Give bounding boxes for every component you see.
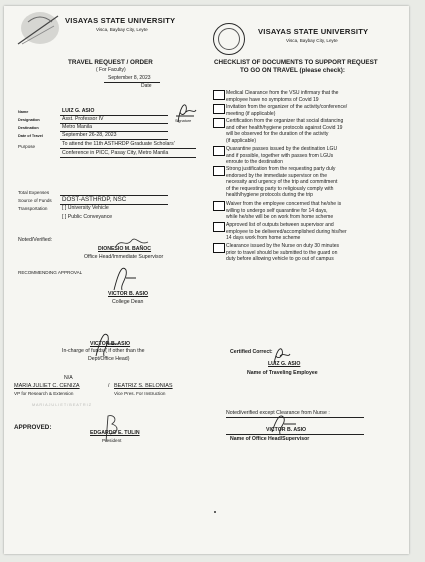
checkbox-waiver[interactable] — [213, 201, 225, 211]
noted-verified-nurse-label: Noted/verified except Clearance from Nurse : — [226, 410, 330, 416]
vp-instruction-name: BEATRIZ S. BELONIAS — [114, 383, 173, 389]
signature-label: Signature — [175, 119, 192, 123]
left-header-logo — [14, 8, 62, 48]
source-of-funds-value: DOST-ASTHRDP, NSC — [62, 196, 127, 203]
purpose-value-line-1: To attend the 11th ASTHRDP Graduate Scholars' — [62, 141, 175, 147]
fund-head-name: VICTOR B. ASIO — [90, 341, 131, 347]
noted-verified-label: Noted/Verified: — [18, 237, 53, 243]
request-date-label: Date — [141, 83, 152, 89]
dean-signature — [108, 260, 142, 294]
right-university-name: VISAYAS STATE UNIVERSITY — [258, 27, 369, 36]
office-head-name: VICTOR B. ASIO — [266, 427, 307, 433]
dean-title: College Dean — [112, 299, 144, 305]
vp-slash: / — [108, 383, 110, 389]
checklist-item-waiver: Waiver from the employee concerned that he/she is willing to undergo self quarantine for 14 days, while he/she will be on work from home scheme — [226, 201, 342, 221]
supervisor-title: Office Head/Immediate Supervisor — [84, 254, 164, 260]
stray-dot — [214, 511, 216, 513]
travel-request-title: TRAVEL REQUEST / ORDER — [68, 59, 153, 66]
right-university-address: Visca, Baybay City, Leyte — [286, 38, 338, 43]
vp-research-name: MARIA JULIET C. CENIZA — [14, 383, 80, 389]
employee-title: Name of Traveling Employee — [247, 370, 318, 376]
na-label: N/A — [64, 375, 73, 381]
checkbox-certification[interactable] — [213, 118, 225, 128]
request-date-value: September 8, 2023 — [108, 75, 151, 81]
president-name: EDGARDO E. TULIN — [90, 430, 140, 436]
travel-request-subtitle: ( For Faculty) — [96, 67, 126, 73]
transportation-label: Transportation — [18, 206, 48, 211]
traveler-signature — [172, 98, 200, 126]
transport-option-public-conveyance: [ ] Public Conveyance — [62, 214, 113, 220]
designation-value: Asst. Professor IV — [62, 116, 104, 122]
checkbox-quarantine-passes[interactable] — [213, 146, 225, 156]
checklist-item-certification: Certification from the organizer that social distancing and other health/hygiene protocols against Covid 19 will be observed for the duration of the activity (if applicable) — [226, 118, 344, 144]
checklist-item-medical-clearance: Medical Clearance from the VSU infirmary that the employee have no symptoms of Covid 19 — [226, 90, 339, 103]
vp-research-title: VP for Research & Extension — [14, 391, 74, 396]
name-label: Name — [18, 110, 29, 114]
checkbox-approved-outputs[interactable] — [213, 222, 225, 232]
vp-instruction-title: Vice Pres. For Instruction — [114, 391, 166, 396]
destination-label: Destination — [18, 126, 39, 130]
left-university-name: VISAYAS STATE UNIVERSITY — [65, 16, 176, 25]
certified-correct-label: Certified Correct: — [230, 349, 273, 355]
president-title: President — [102, 438, 122, 443]
employee-name: LUIZ G. ASIO — [268, 361, 301, 367]
fund-head-title-line-2: Dept/Office Head) — [88, 356, 130, 362]
checklist-title-line-1: CHECKLIST OF DOCUMENTS TO SUPPORT REQUEST — [214, 59, 378, 66]
checkbox-medical-clearance[interactable] — [213, 90, 225, 100]
checkbox-strong-justification[interactable] — [213, 166, 225, 176]
travel-document-page — [4, 6, 409, 554]
name-value: LUIZ G. ASIO — [62, 108, 95, 114]
checklist-item-quarantine-passes: Quarantine passes issued by the destination LGU and if possible, together with passes from LGUs enroute to the destination — [226, 146, 338, 166]
dean-name: VICTOR B. ASIO — [108, 291, 149, 297]
checklist-item-nurse-clearance: Clearance issued by the Nurse on duty 30 minutes prior to travel should be submitted to the guard on duty before allowing vehicle to go out of campus — [226, 243, 340, 263]
destination-value: Metro Manila — [62, 124, 92, 130]
source-of-funds-label: Source of Funds — [18, 198, 52, 203]
recommending-approval-label: RECOMMENDING APPROVAL — [18, 270, 83, 275]
checklist-item-invitation: Invitation from the organizer of the activity/conference/ meeting (if applicable) — [226, 104, 348, 117]
approved-label: APPROVED: — [14, 424, 52, 431]
checklist-item-approved-outputs: Approved list of outputs between supervisor and employee to be delivered/accomplished during his/her 14 days work from home scheme — [226, 222, 347, 242]
bleed-through-text: M A R I A J U L I E T / B E A T R I Z — [32, 403, 92, 407]
supervisor-name: DIONESIO M. BAÑOC — [98, 246, 152, 252]
purpose-label: Purpose — [18, 144, 36, 149]
total-expenses-label: Total Expenses — [18, 190, 50, 195]
purpose-value-line-2: Conference in PICC, Pasay City, Metro Manila — [62, 150, 169, 156]
office-head-title: Name of Office Head/Supervisor — [230, 436, 310, 442]
checklist-title-line-2: TO GO ON TRAVEL (please check): — [240, 67, 345, 74]
transport-option-university-vehicle: [ ] University Vehicle — [62, 205, 109, 211]
checklist-item-strong-justification: Strong justification from the requesting party duly endorsed by the immediate supervisor on the necessity and urgency of the trip and commitment of the requesting party to religiously comply with health/hygiene protocols during the trip — [226, 166, 338, 199]
checkbox-nurse-clearance[interactable] — [213, 243, 225, 253]
fund-head-title-line-1: In-charge of funds ( if other than the — [62, 348, 145, 354]
designation-label: Designation — [18, 118, 40, 122]
left-university-address: Visca, Baybay City, Leyte — [96, 27, 148, 32]
date-of-travel-value: September 26-28, 2023 — [62, 132, 117, 138]
date-of-travel-label: Date of Travel — [18, 134, 43, 138]
right-university-seal — [213, 23, 245, 55]
checkbox-invitation[interactable] — [213, 104, 225, 114]
